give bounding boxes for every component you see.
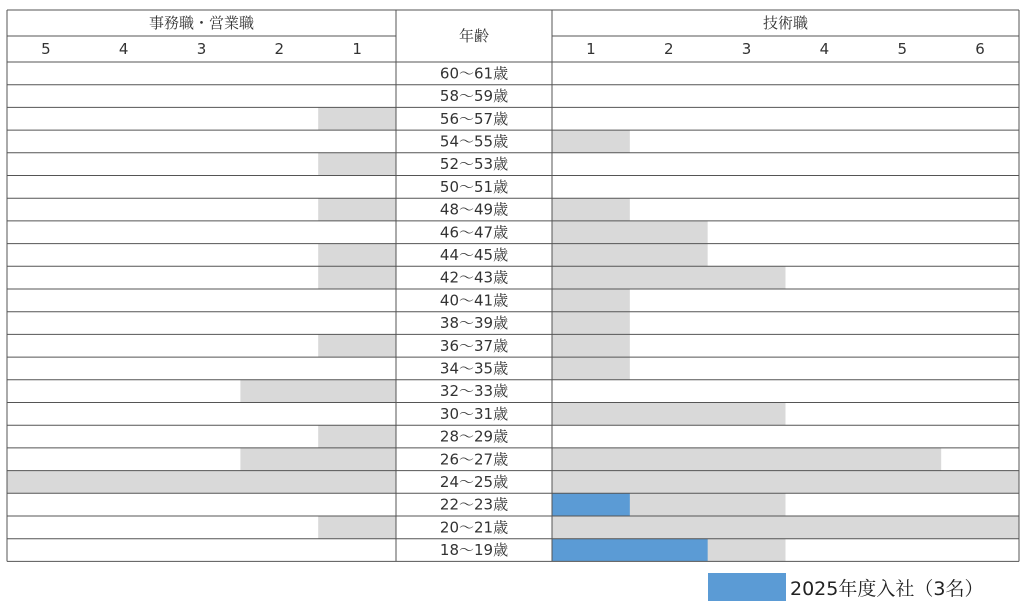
right-grade-label: 3: [741, 40, 752, 58]
legend: [708, 573, 983, 601]
right-bar-17: [552, 448, 941, 471]
left-bar-17: [240, 448, 396, 471]
age-label: 56〜57歳: [439, 109, 509, 128]
left-bar-16: [318, 425, 396, 448]
right-bar-12: [552, 334, 630, 357]
left-bar-20: [318, 516, 396, 539]
age-label: 24〜25歳: [439, 472, 509, 491]
left-bar-9: [318, 266, 396, 289]
left-grade-label: 4: [118, 40, 129, 58]
age-label: 58〜59歳: [439, 87, 509, 106]
age-label: 44〜45歳: [439, 245, 509, 264]
age-label: 52〜53歳: [439, 155, 509, 174]
legend-swatch-new-hire: [708, 573, 786, 601]
age-label: 28〜29歳: [439, 427, 509, 446]
left-bar-2: [318, 107, 396, 130]
age-label: 46〜47歳: [439, 223, 509, 242]
left-bar-18: [7, 471, 396, 494]
left-bar-4: [318, 153, 396, 176]
right-grade-label: 5: [897, 40, 908, 58]
age-label: 30〜31歳: [439, 404, 509, 423]
age-label: 18〜19歳: [439, 541, 509, 560]
age-label: 50〜51歳: [439, 177, 509, 196]
age-label: 54〜55歳: [439, 132, 509, 151]
right-bar-11: [552, 312, 630, 335]
age-label: 34〜35歳: [439, 359, 509, 378]
right-bar-9: [552, 266, 786, 289]
right-bar-6: [552, 198, 630, 221]
right-bar-18: [552, 471, 1019, 494]
age-label: 48〜49歳: [439, 200, 509, 219]
age-label: 22〜23歳: [439, 495, 509, 514]
left-group-label: 事務職・営業職: [148, 14, 255, 32]
left-grade-label: 5: [41, 40, 51, 58]
right-bar-3: [552, 130, 630, 153]
left-bar-12: [318, 334, 396, 357]
right-grade-label: 4: [819, 40, 830, 58]
age-label: 60〜61歳: [439, 64, 509, 83]
right-bar-10: [552, 289, 630, 312]
left-bar-14: [240, 380, 396, 403]
left-bar-8: [318, 244, 396, 267]
age-label: 20〜21歳: [439, 518, 509, 537]
new-hire-bar-19: [552, 493, 630, 516]
right-grade-label: 2: [663, 40, 674, 58]
right-bar-20: [552, 516, 1019, 539]
age-label: 36〜37歳: [439, 336, 509, 355]
right-bar-8: [552, 244, 708, 267]
right-bar-7: [552, 221, 708, 244]
age-label: 26〜27歳: [439, 450, 509, 469]
age-column-header: 年齢: [458, 27, 490, 45]
right-grade-label: 6: [975, 40, 985, 58]
left-grade-label: 1: [352, 40, 362, 58]
age-label: 32〜33歳: [439, 382, 509, 401]
right-group-label: 技術職: [762, 14, 809, 32]
age-label: 40〜41歳: [439, 291, 509, 310]
right-grade-label: 1: [586, 40, 596, 58]
right-bar-13: [552, 357, 630, 380]
left-bar-6: [318, 198, 396, 221]
legend-label: 2025年度入社（3名）: [790, 577, 984, 600]
new-hire-bar-21: [552, 539, 708, 562]
right-bar-15: [552, 403, 786, 426]
left-grade-label: 3: [196, 40, 207, 58]
age-label: 42〜43歳: [439, 268, 509, 287]
age-label: 38〜39歳: [439, 314, 509, 333]
left-grade-label: 2: [274, 40, 285, 58]
